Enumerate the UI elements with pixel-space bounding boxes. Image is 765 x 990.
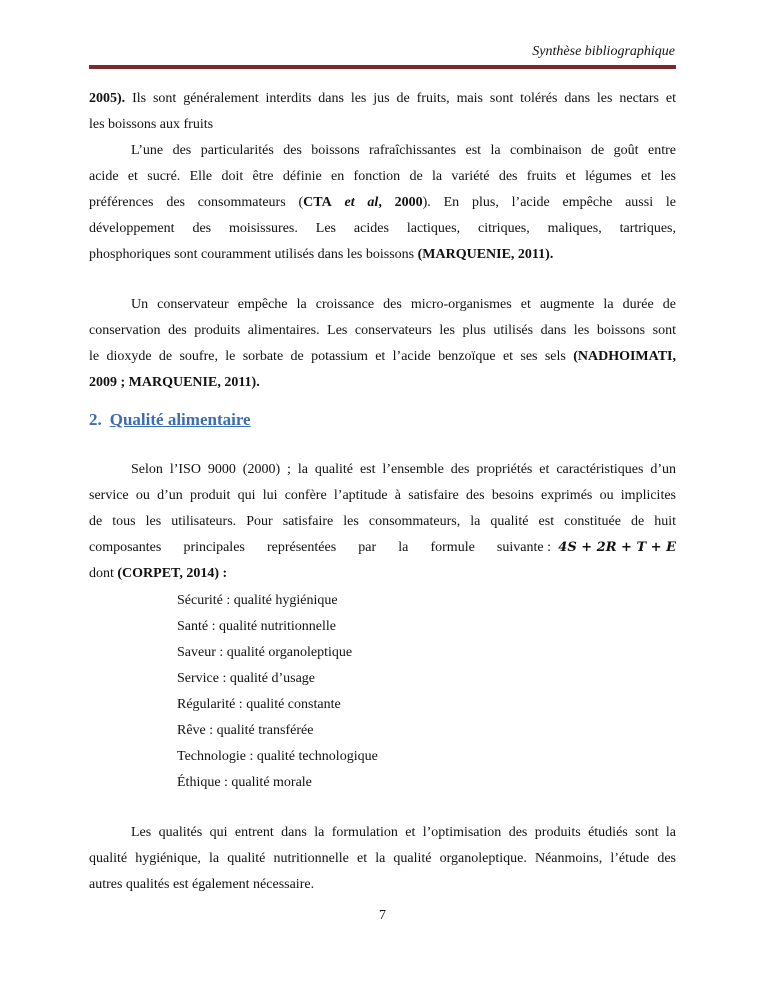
- paragraph-1-line-2: les boissons aux fruits: [89, 117, 214, 132]
- section-number: 2.: [89, 410, 102, 429]
- formula-lead-in: [89, 535, 551, 561]
- paragraph-3-line-3: le dioxyde de soufre, le sorbate de potassium et l’acide benzoïque et ses sels (NADHOIMATI,: [89, 349, 676, 364]
- paragraph-5-line-1: Les qualités qui entrent dans la formulation et l’optimisation des produits étudiés sont la: [131, 825, 676, 840]
- formula-lead-in-word: composantes: [89, 540, 162, 555]
- section-title: Qualité alimentaire: [109, 410, 251, 429]
- paragraph-1-line-1: 2005). Ils sont généralement interdits dans les jus de fruits, mais sont tolérés dans les nectars et: [89, 91, 676, 106]
- citation: CTA: [303, 195, 332, 210]
- citation: 2005).: [89, 91, 126, 106]
- list-item: Rêve : qualité transférée: [177, 723, 314, 738]
- paragraph-2-line-4: développement des moisissures. Les acides lactiques, citriques, maliques, tartriques,: [89, 221, 676, 236]
- formula-lead-in-word: représentées: [266, 540, 337, 555]
- paragraph-3-line-1: Un conservateur empêche la croissance des micro-organismes et augmente la durée de: [131, 297, 676, 312]
- page-number: 7: [379, 908, 386, 923]
- running-header: Synthèse bibliographique: [532, 44, 675, 59]
- formula-lead-in-word: par: [358, 540, 377, 555]
- paragraph-4-line-2: service ou d’un produit qui lui confère l’aptitude à satisfaire des besoins exprimés ou implicites: [89, 488, 676, 503]
- paragraph-2-line-3: préférences des consommateurs (CTA et al, 2000). En plus, l’acide empêche aussi le: [89, 195, 676, 210]
- section-heading: [89, 410, 251, 430]
- paragraph-1: [89, 86, 676, 138]
- paragraph-4-line-4: [89, 535, 676, 561]
- list-item: Saveur : qualité organoleptique: [177, 645, 353, 660]
- paragraph-3-line-4: 2009 ; MARQUENIE, 2011).: [89, 375, 260, 390]
- quality-formula: 4S + 2R + T + E: [558, 540, 676, 555]
- paragraph-2: [89, 138, 676, 268]
- paragraph-2-line-1: L’une des particularités des boissons rafraîchissantes est la combinaison de goût entre: [131, 143, 676, 158]
- paragraph-4: [89, 457, 676, 587]
- list-item: Régularité : qualité constante: [177, 697, 341, 712]
- list-item: Technologie : qualité technologique: [177, 749, 378, 764]
- list-item: Service : qualité d’usage: [177, 671, 316, 686]
- list-item: Santé : qualité nutritionnelle: [177, 619, 337, 634]
- paragraph-4-line-1: Selon l’ISO 9000 (2000) ; la qualité est l’ensemble des propriétés et caractéristiques d’un: [131, 462, 676, 477]
- quality-list: [177, 588, 378, 796]
- paragraph-3-line-2: conservation des produits alimentaires. Les conservateurs les plus utilisés dans les boissons sont: [89, 323, 676, 338]
- citation: (MARQUENIE, 2011).: [417, 247, 554, 262]
- paragraph-2-line-2: acide et sucré. Elle doit être définie en fonction de la variété des fruits et légumes et les: [89, 169, 676, 184]
- formula-lead-in-word: principales: [183, 540, 245, 555]
- paragraph-2-line-5: phosphoriques sont couramment utilisés dans les boissons (MARQUENIE, 2011).: [89, 247, 554, 262]
- paragraph-5-line-3: autres qualités est également nécessaire.: [89, 877, 315, 892]
- paragraph-4-line-3: de tous les utilisateurs. Pour satisfaire les consommateurs, la qualité est constituée de huit: [89, 514, 676, 529]
- citation: (NADHOIMATI,: [573, 349, 676, 364]
- citation: (CORPET, 2014) :: [117, 566, 228, 581]
- formula-lead-in-word: la: [398, 540, 409, 555]
- paragraph-5: [89, 820, 676, 898]
- formula-lead-in-word: suivante :: [496, 540, 551, 555]
- list-item: Sécurité : qualité hygiénique: [177, 593, 338, 608]
- formula-lead-in-word: formule: [430, 540, 475, 555]
- paragraph-4-line-5: dont (CORPET, 2014) :: [89, 566, 228, 581]
- paragraph-3: [89, 292, 676, 396]
- list-item: Éthique : qualité morale: [177, 775, 312, 790]
- paragraph-5-line-2: qualité hygiénique, la qualité nutritionnelle et la qualité organoleptique. Néanmoins, l’étude des: [89, 851, 676, 866]
- header-rule: [89, 65, 676, 69]
